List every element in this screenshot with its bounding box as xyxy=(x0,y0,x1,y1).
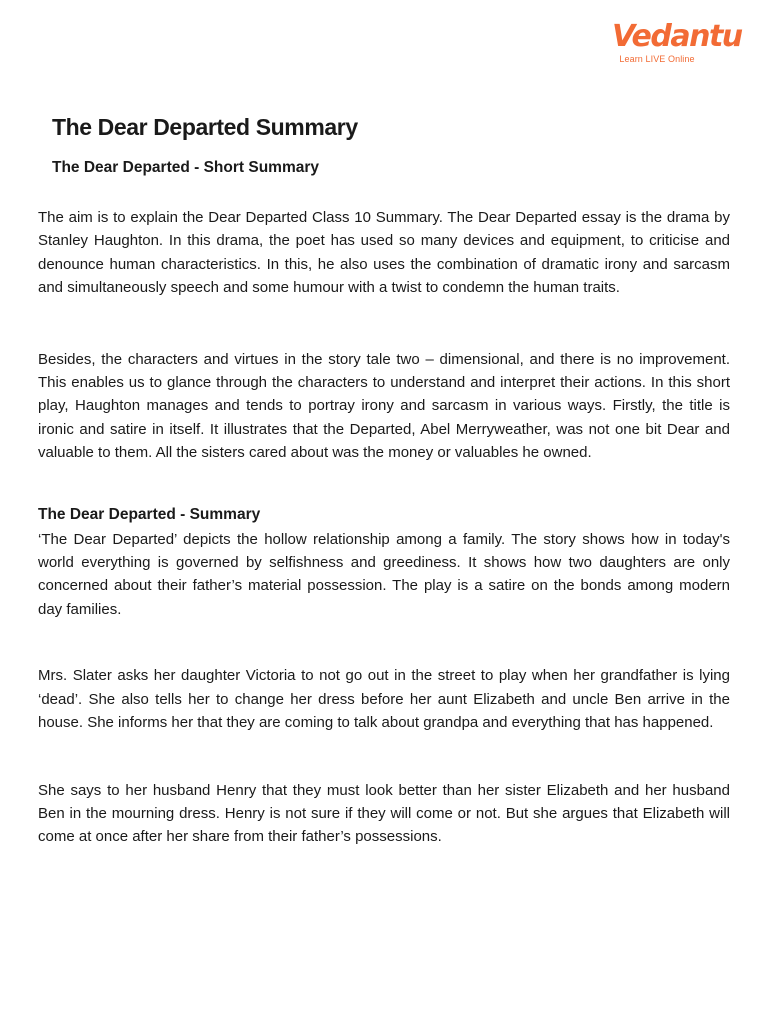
summary-heading: The Dear Departed - Summary xyxy=(38,505,261,523)
logo-wordmark: Vedantu xyxy=(612,19,742,54)
paragraph: Mrs. Slater asks her daughter Victoria to not go out in the street to play when her grandfather is lying ‘dead’. She also tells her to change her dress before her aunt Elizabeth and uncle Ben arrive in the house. She informs her that they are coming to talk about grandpa and everything that has happened. xyxy=(38,667,730,732)
page-title: The Dear Departed Summary xyxy=(52,114,358,140)
paragraph: She says to her husband Henry that they must look better than her sister Elizabeth and her husband Ben in the mourning dress. Henry is not sure if they will come or not. But she argues that Elizabeth will come at once after her share from their father’s possessions. xyxy=(38,781,730,846)
paragraph: ‘The Dear Departed’ depicts the hollow relationship among a family. The story shows how in today's world everything is governed by selfishness and greediness. It shows how two daughters are only concerned about their father’s material possession. The play is a satire on the bonds among modern day families. xyxy=(38,530,730,618)
paragraph: The aim is to explain the Dear Departed Class 10 Summary. The Dear Departed essay is the drama by Stanley Haughton. In this drama, the poet has used so many devices and equipment, to criticise and denounce human characteristics. In this, he also uses the combination of dramatic irony and sarcasm and simultaneously speech and some humour with a twist to condemn the human traits. xyxy=(38,209,730,297)
paragraph: Besides, the characters and virtues in the story tale two – dimensional, and there is no improvement. This enables us to glance through the characters to understand and interpret their actions. In this short play, Haughton manages and tends to portray irony and sarcasm in various ways. Firstly, the title is ironic and satire in itself. It illustrates that the Departed, Abel Merryweather, was not one bit Dear and valuable to them. All the sisters cared about was the money or valuables he owned. xyxy=(38,350,730,462)
short-summary-heading: The Dear Departed - Short Summary xyxy=(52,159,320,176)
logo-tagline: Learn LIVE Online xyxy=(619,54,695,64)
vedantu-logo xyxy=(612,19,742,64)
document-body xyxy=(38,112,730,849)
